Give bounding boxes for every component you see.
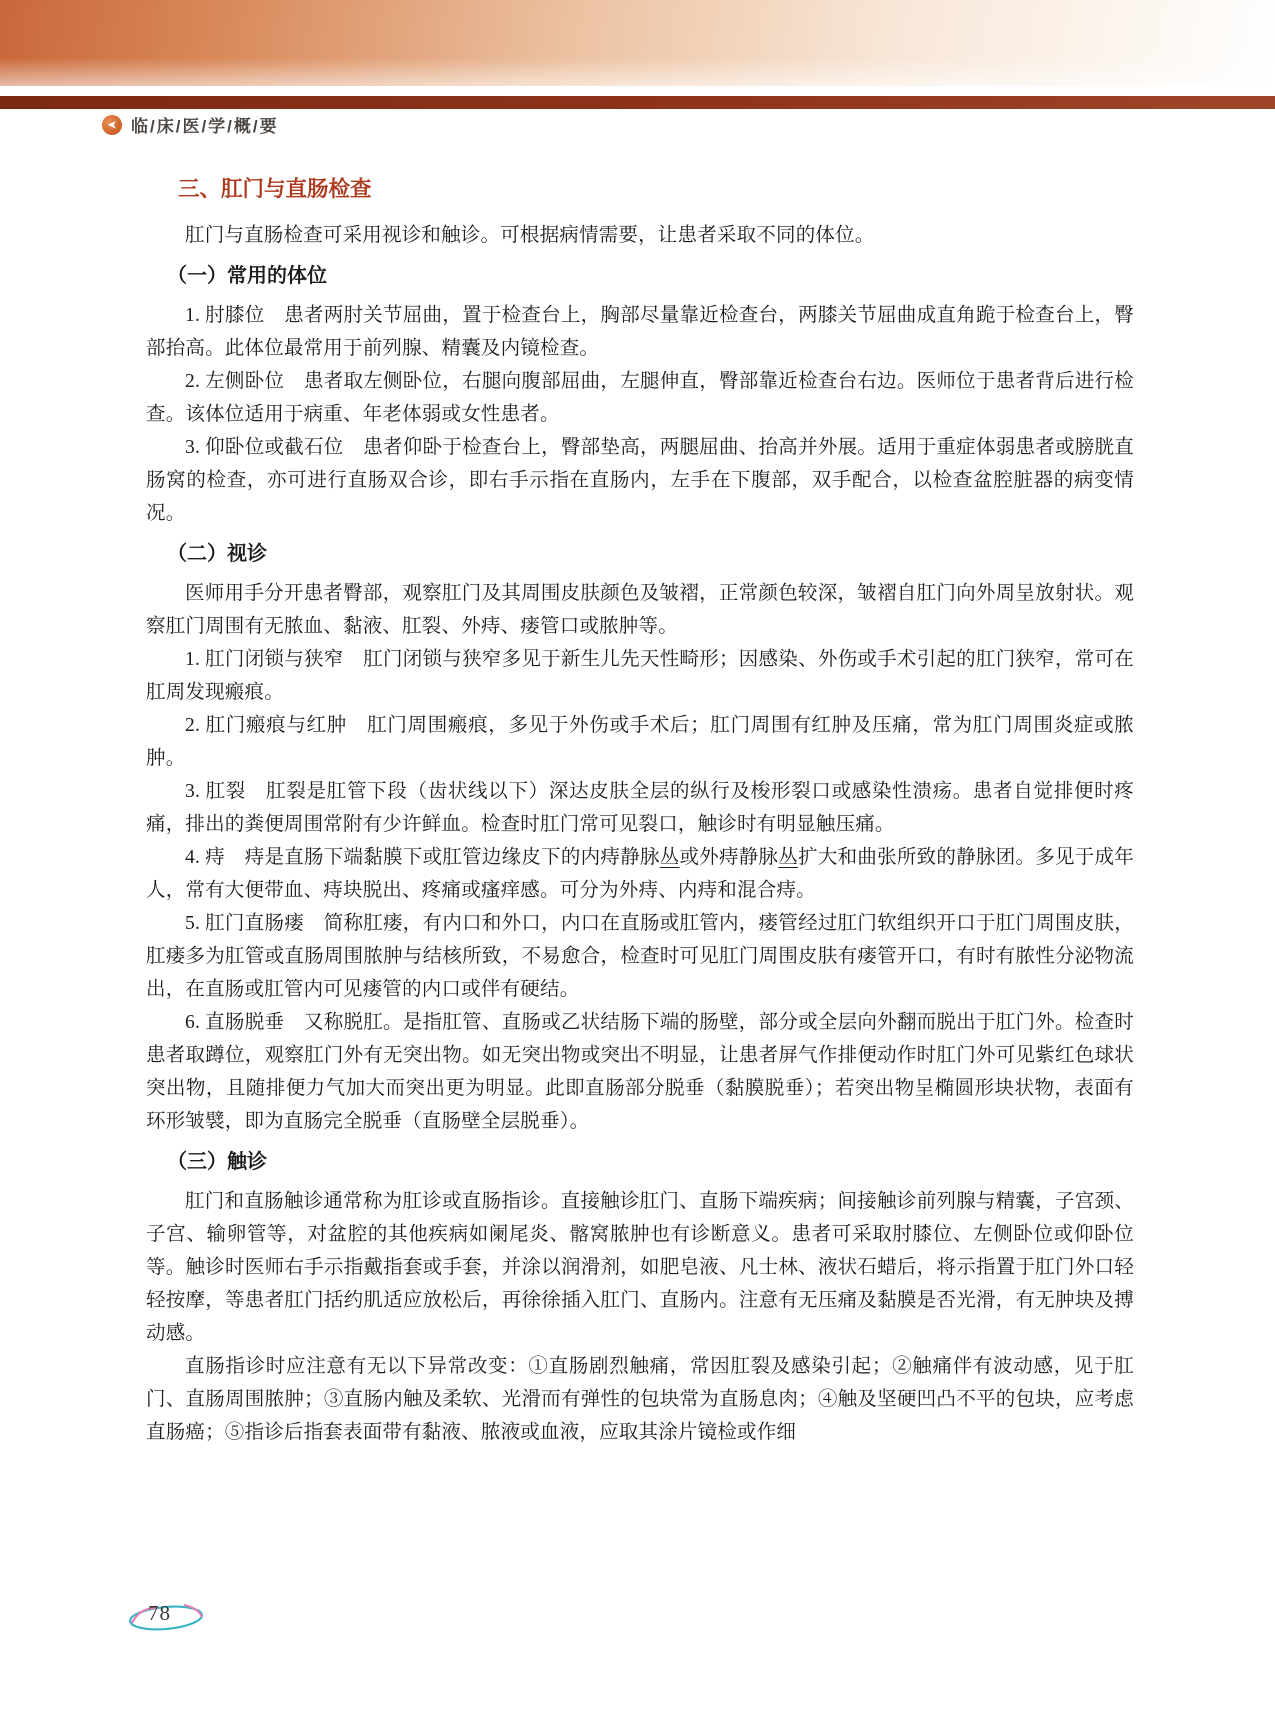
header-rule-bar xyxy=(0,96,1275,109)
paragraph-hemorrhoids xyxy=(146,841,1134,907)
intro-paragraph: 肛门与直肠检查可采用视诊和触诊。可根据病情需要，让患者采取不同的体位。 xyxy=(185,225,875,246)
text-segment: 4. 痔 痔是直肠下端黏膜下或肛管边缘皮下的内痔静脉 xyxy=(185,847,660,868)
chapter-arrow-icon: ➤ xyxy=(102,115,122,135)
subheading-common-positions: （一）常用的体位 xyxy=(167,265,327,287)
paragraph-inspection-intro: 医师用手分开患者臀部，观察肛门及其周围皮肤颜色及皱褶，正常颜色较深，皱褶自肛门向外周呈放射状。观察肛门周围有无脓血、黏液、肛裂、外痔、瘘管口或脓肿等。 xyxy=(146,583,1134,637)
underlined-character: 丛 xyxy=(778,847,799,868)
paragraph-anal-scar-redness: 2. 肛门瘢痕与红肿 肛门周围瘢痕，多见于外伤或手术后；肛门周围有红肿及压痛，常为肛门周围炎症或脓肿。 xyxy=(146,715,1134,769)
paragraph-anal-fissure: 3. 肛裂 肛裂是肛管下段（齿状线以下）深达皮肤全层的纵行及梭形裂口或感染性溃疡。患者自觉排便时疼痛，排出的粪便周围常附有少许鲜血。检查时肛门常可见裂口，触诊时有明显触压痛。 xyxy=(146,781,1134,835)
paragraph-anal-atresia-stenosis: 1. 肛门闭锁与狭窄 肛门闭锁与狭窄多见于新生儿先天性畸形；因感染、外伤或手术引起的肛门狭窄，常可在肛周发现瘢痕。 xyxy=(146,649,1134,703)
paragraph-supine-lithotomy-position: 3. 仰卧位或截石位 患者仰卧于检查台上，臀部垫高，两腿屈曲、抬高并外展。适用于重症体弱患者或膀胱直肠窝的检查，亦可进行直肠双合诊，即右手示指在直肠内，左手在下腹部，双手配合，以检查盆腔脏器的病变情况。 xyxy=(146,437,1134,524)
underlined-character: 丛 xyxy=(659,847,680,868)
subheading-palpation: （三）触诊 xyxy=(167,1151,267,1173)
subheading-inspection: （二）视诊 xyxy=(167,543,267,565)
text-segment: 扩大和曲张所致的静脉团。多见于成年人，常有大便带血、痔块脱出、疼痛或瘙痒感。可分为外痔、内痔和混合痔。 xyxy=(146,847,1134,901)
page-number-container xyxy=(122,1592,214,1640)
text-segment: 或外痔静脉 xyxy=(679,847,779,868)
paragraph-rectal-prolapse: 6. 直肠脱垂 又称脱肛。是指肛管、直肠或乙状结肠下端的肠壁，部分或全层向外翻而脱出于肛门外。检查时患者取蹲位，观察肛门外有无突出物。如无突出物或突出不明显，让患者屏气作排便动作时肛门外可见紫红色球状突出物，且随排便力气加大而突出更为明显。此即直肠部分脱垂（黏膜脱垂）；若突出物呈椭圆形块状物，表面有环形皱襞，即为直肠完全脱垂（直肠壁全层脱垂）。 xyxy=(146,1012,1134,1132)
page-number: 78 xyxy=(148,1601,171,1625)
paragraph-left-lateral-position: 2. 左侧卧位 患者取左侧卧位，右腿向腹部屈曲，左腿伸直，臀部靠近检查台右边。医师位于患者背后进行检查。该体位适用于病重、年老体弱或女性患者。 xyxy=(146,371,1134,425)
paragraph-palpation-intro: 肛门和直肠触诊通常称为肛诊或直肠指诊。直接触诊肛门、直肠下端疾病；间接触诊前列腺与精囊，子宫颈、子宫、输卵管等，对盆腔的其他疾病如阑尾炎、髂窝脓肿也有诊断意义。患者可采取肘膝位、左侧卧位或仰卧位等。触诊时医师右手示指戴指套或手套，并涂以润滑剂，如肥皂液、凡士林、液状石蜡后，将示指置于肛门外口轻轻按摩，等患者肛门括约肌适应放松后，再徐徐插入肛门、直肠内。注意有无压痛及黏膜是否光滑，有无肿块及搏动感。 xyxy=(146,1191,1134,1344)
paragraph-knee-chest-position: 1. 肘膝位 患者两肘关节屈曲，置于检查台上，胸部尽量靠近检查台，两膝关节屈曲成直角跪于检查台上，臀部抬高。此体位最常用于前列腺、精囊及内镜检查。 xyxy=(146,305,1134,359)
book-title: 临/床/医/学/概/要 xyxy=(131,117,279,136)
page-content xyxy=(146,174,1134,1449)
paragraph-anorectal-fistula: 5. 肛门直肠瘘 简称肛瘘，有内口和外口，内口在直肠或肛管内，瘘管经过肛门软组织开口于肛门周围皮肤，肛瘘多为肛管或直肠周围脓肿与结核所致，不易愈合，检查时可见肛门周围皮肤有瘘管开口，有时有脓性分泌物流出，在直肠或肛管内可见瘘管的内口或伴有硬结。 xyxy=(146,913,1134,1000)
section-title: 三、肛门与直肠检查 xyxy=(178,177,372,201)
header-gradient-band xyxy=(0,0,1275,86)
running-head xyxy=(102,112,279,137)
paragraph-palpation-abnormal-findings: 直肠指诊时应注意有无以下异常改变：①直肠剧烈触痛，常因肛裂及感染引起；②触痛伴有波动感，见于肛门、直肠周围脓肿；③直肠内触及柔软、光滑而有弹性的包块常为直肠息肉；④触及坚硬凹凸不平的包块，应考虑直肠癌；⑤指诊后指套表面带有黏液、脓液或血液，应取其涂片镜检或作细 xyxy=(146,1356,1134,1443)
